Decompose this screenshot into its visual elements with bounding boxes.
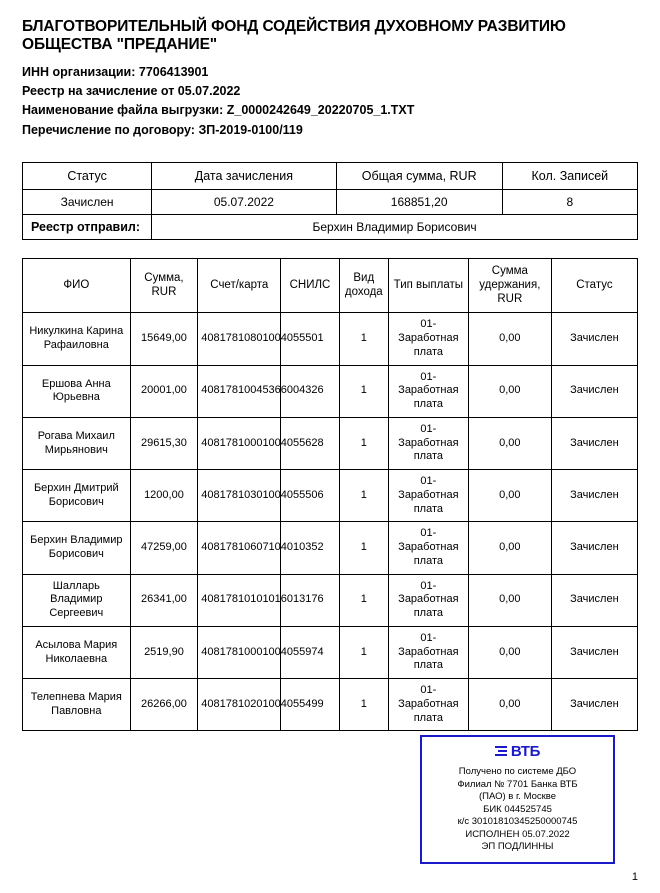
cell-account: 40817810001004055628	[198, 417, 281, 469]
details-header-account: Счет/карта	[198, 259, 281, 313]
summary-value-count: 8	[502, 190, 637, 215]
cell-status: Зачислен	[551, 470, 637, 522]
contract-line: Перечисление по договору: ЗП-2019-0100/119	[22, 122, 303, 137]
document-meta	[22, 63, 638, 141]
cell-status: Зачислен	[551, 365, 637, 417]
cell-income-type: 1	[339, 417, 388, 469]
cell-deduction: 0,00	[468, 679, 551, 731]
stamp-line-3: (ПАО) в г. Москве	[478, 791, 557, 803]
cell-amount: 29615,30	[130, 417, 198, 469]
cell-payment-type: 01-Заработная плата	[388, 522, 468, 574]
table-row	[23, 679, 638, 731]
cell-account: 40817810045366004326	[198, 365, 281, 417]
details-table	[22, 258, 638, 731]
cell-deduction: 0,00	[468, 365, 551, 417]
summary-header-count: Кол. Записей	[502, 163, 637, 190]
summary-value-total: 168851,20	[336, 190, 502, 215]
cell-amount: 26266,00	[130, 679, 198, 731]
cell-account: 40817810607104010352	[198, 522, 281, 574]
summary-value-date: 05.07.2022	[152, 190, 337, 215]
summary-value-row	[23, 190, 638, 215]
cell-payment-type: 01-Заработная плата	[388, 574, 468, 626]
cell-fio: Телепнева Мария Павловна	[23, 679, 131, 731]
table-row	[23, 365, 638, 417]
table-row	[23, 313, 638, 365]
summary-header-row	[23, 163, 638, 190]
sender-label: Реестр отправил:	[23, 215, 152, 240]
details-header-amount: Сумма, RUR	[130, 259, 198, 313]
cell-status: Зачислен	[551, 522, 637, 574]
cell-fio: Ершова Анна Юрьевна	[23, 365, 131, 417]
cell-status: Зачислен	[551, 626, 637, 678]
cell-status: Зачислен	[551, 574, 637, 626]
cell-status: Зачислен	[551, 679, 637, 731]
bank-stamp	[420, 735, 615, 864]
cell-fio: Рогава Михаил Мирьянович	[23, 417, 131, 469]
cell-deduction: 0,00	[468, 417, 551, 469]
inn-line: ИНН организации: 7706413901	[22, 64, 209, 79]
cell-account: 40817810301004055506	[198, 470, 281, 522]
details-header-income-type: Вид дохода	[339, 259, 388, 313]
export-file-line: Наименование файла выгрузки: Z_0000242649_20220705_1.TXT	[22, 103, 415, 118]
stamp-line-signature: ЭП ПОДЛИННЫ	[481, 841, 554, 853]
cell-income-type: 1	[339, 365, 388, 417]
table-row	[23, 574, 638, 626]
cell-payment-type: 01-Заработная плата	[388, 313, 468, 365]
cell-deduction: 0,00	[468, 470, 551, 522]
sender-value: Берхин Владимир Борисович	[152, 215, 638, 240]
cell-income-type: 1	[339, 313, 388, 365]
cell-income-type: 1	[339, 626, 388, 678]
cell-income-type: 1	[339, 679, 388, 731]
summary-table	[22, 162, 638, 240]
cell-status: Зачислен	[551, 417, 637, 469]
cell-fio: Берхин Владимир Борисович	[23, 522, 131, 574]
cell-amount: 20001,00	[130, 365, 198, 417]
details-header-deduction: Сумма удержания, RUR	[468, 259, 551, 313]
cell-account: 40817810101016013176	[198, 574, 281, 626]
vtb-bars-icon	[495, 746, 507, 758]
cell-amount: 1200,00	[130, 470, 198, 522]
details-table-body	[23, 313, 638, 731]
cell-fio: Берхин Дмитрий Борисович	[23, 470, 131, 522]
cell-amount: 2519,90	[130, 626, 198, 678]
details-header-status: Статус	[551, 259, 637, 313]
cell-payment-type: 01-Заработная плата	[388, 679, 468, 731]
vtb-logo	[426, 743, 609, 760]
cell-payment-type: 01-Заработная плата	[388, 365, 468, 417]
cell-amount: 26341,00	[130, 574, 198, 626]
cell-deduction: 0,00	[468, 574, 551, 626]
table-row	[23, 470, 638, 522]
summary-header-date: Дата зачисления	[152, 163, 337, 190]
stamp-line-executed: ИСПОЛНЕН 05.07.2022	[465, 828, 570, 840]
details-header-snils: СНИЛС	[281, 259, 339, 313]
cell-fio: Никулкина Карина Рафаиловна	[23, 313, 131, 365]
stamp-line-bik: БИК 044525745	[483, 803, 552, 815]
page-number: 1	[631, 871, 638, 883]
cell-income-type: 1	[339, 470, 388, 522]
cell-payment-type: 01-Заработная плата	[388, 470, 468, 522]
vtb-wordmark: ВТБ	[510, 743, 541, 760]
cell-payment-type: 01-Заработная плата	[388, 626, 468, 678]
summary-sender-row	[23, 215, 638, 240]
cell-payment-type: 01-Заработная плата	[388, 417, 468, 469]
table-row	[23, 522, 638, 574]
cell-account: 40817810001004055974	[198, 626, 281, 678]
cell-account: 40817810201004055499	[198, 679, 281, 731]
cell-fio: Шалларь Владимир Сергеевич	[23, 574, 131, 626]
stamp-line-2: Филиал № 7701 Банка ВТБ	[457, 778, 578, 790]
details-header-payment-type: Тип выплаты	[388, 259, 468, 313]
registry-date-line: Реестр на зачисление от 05.07.2022	[22, 83, 241, 98]
cell-income-type: 1	[339, 522, 388, 574]
summary-value-status: Зачислен	[23, 190, 152, 215]
details-header-fio: ФИО	[23, 259, 131, 313]
page-title: БЛАГОТВОРИТЕЛЬНЫЙ ФОНД СОДЕЙСТВИЯ ДУХОВНОМУ РАЗВИТИЮ ОБЩЕСТВА "ПРЕДАНИЕ"	[22, 18, 566, 54]
details-header-row	[23, 259, 638, 313]
summary-header-total: Общая сумма, RUR	[336, 163, 502, 190]
cell-account: 40817810801004055501	[198, 313, 281, 365]
cell-income-type: 1	[339, 574, 388, 626]
cell-fio: Асылова Мария Николаевна	[23, 626, 131, 678]
table-row	[23, 417, 638, 469]
cell-deduction: 0,00	[468, 313, 551, 365]
cell-deduction: 0,00	[468, 626, 551, 678]
cell-amount: 47259,00	[130, 522, 198, 574]
table-row	[23, 626, 638, 678]
cell-amount: 15649,00	[130, 313, 198, 365]
stamp-line-corr-account: к/с 30101810345250000745	[457, 816, 578, 828]
summary-header-status: Статус	[23, 163, 152, 190]
stamp-line-1: Получено по системе ДБО	[458, 766, 577, 777]
cell-status: Зачислен	[551, 313, 637, 365]
cell-deduction: 0,00	[468, 522, 551, 574]
